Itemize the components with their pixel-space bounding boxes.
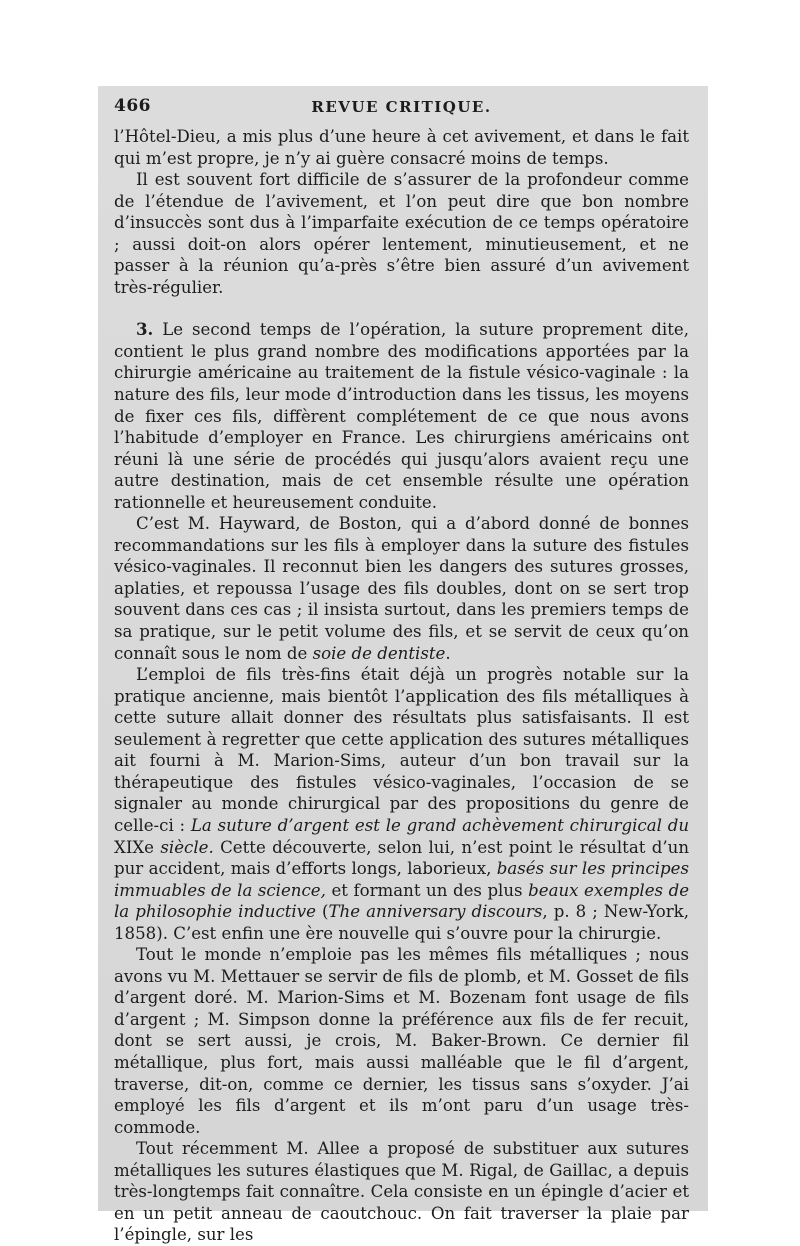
paragraph-2: Il est souvent fort difficile de s’assurer de la profondeur comme de l’étendue de l’avivement, et l’on peut dire que bon nombre d’insuccès sont dus à l’imparfaite exécution de ce temps opératoire ; aussi doit-on alors opérer lentement, minutieusement, et ne passer à la réunion qu’a-près s’être bien assuré d’un avivement très-régulier. xyxy=(114,170,689,297)
page-header xyxy=(114,96,689,124)
quote-italic-4: beaux exemples de la philosophie inductive xyxy=(114,880,690,922)
paragraph-1: l’Hôtel-Dieu, a mis plus d’une heure à cet avivement, et dans le fait qui m’est propre, je n’y ai guère consacré moins de temps. xyxy=(114,127,689,168)
paragraph-5-text-4: ( xyxy=(321,902,329,922)
page-number: 466 xyxy=(114,96,151,116)
paragraph-3 xyxy=(114,319,689,513)
paragraph-4 xyxy=(114,513,689,664)
century-label: XIXe xyxy=(114,837,155,857)
quote-italic-5: The anniversary discours xyxy=(328,902,543,922)
quote-italic-1: La suture d’argent est le grand achèvement chirurgical du xyxy=(190,815,690,835)
paragraph-3-text: Le second temps de l’opération, la suture proprement dite, contient le plus grand nombre des modifications apportées par la chirurgie américaine au traitement de la fistule vésico-vaginale : la nature des fils, leur mode d’introduction dans les tissus, les moyens de fixer ces fils, diffèrent complétement de ce que nous avons l’habitude d’employer en France. Les chirurgiens américains ont réuni là une série de procédés qui jusqu’alors avaient reçu une autre destination, mais de cet ensemble résulte une opération rationnelle et heureusement conduite. xyxy=(114,320,689,512)
section-number: 3. xyxy=(136,319,154,340)
quote-italic-2: siècle. xyxy=(160,837,214,857)
paragraph-5-text-2: Cette découverte, selon lui, n’est point le résultat d’un pur accident, mais d’efforts longs, laborieux, xyxy=(114,837,690,879)
paragraph-4-end: . xyxy=(445,643,451,663)
italic-term: soie de dentiste xyxy=(312,643,446,663)
body-text xyxy=(114,126,689,1246)
paragraph-7: Tout récemment M. Allee a proposé de substituer aux sutures métalliques les sutures élastiques que M. Rigal, de Gaillac, a depuis très-longtemps fait connaître. Cela consiste en un épingle d’acier et en un petit anneau de caoutchouc. On fait traverser la plaie par l’épingle, sur les xyxy=(114,1139,689,1245)
paragraph-5 xyxy=(114,664,689,944)
paragraph-5-text-1: L’emploi de fils très-fins était déjà un progrès notable sur la pratique ancienne, mais bientôt l’application des fils métalliques à cette suture allait donner des résultats plus satisfaisants. Il est seulement à regretter que cette application des sutures métalliques ait fourni à M. Marion-Sims, auteur d’un bon travail sur la thérapeutique des fistules vésico-vaginales, l’occasion de se signaler au monde chirurgical par des propositions du genre de celle-ci : xyxy=(114,665,689,835)
running-head: REVUE CRITIQUE. xyxy=(311,98,492,116)
paragraph-6: Tout le monde n’emploie pas les mêmes fils métalliques ; nous avons vu M. Mettauer se servir de fils de plomb, et M. Gosset de fils d’argent doré. M. Marion-Sims et M. Bozenam font usage de fils d’argent ; M. Simpson donne la préférence aux fils de fer recuit, dont se sert aussi, je crois, M. Baker-Brown. Ce dernier fil métallique, plus fort, mais aussi malléable que le fil d’argent, traverse, dit-on, comme ce dernier, les tissus sans s’oxyder. J’ai employé les fils d’argent et ils m’ont paru d’un usage très-commode. xyxy=(114,945,689,1137)
paragraph-5-text-5: , p. 8 ; New-York, 1858). C’est enfin une ère nouvelle qui s’ouvre pour la chirurgie. xyxy=(114,902,689,943)
paragraph-4-text: C’est M. Hayward, de Boston, qui a d’abord donné de bonnes recommandations sur les fils à employer dans la suture des fistules vésico-vaginales. Il reconnut bien les dangers des sutures grosses, aplaties, et repoussa l’usage des fils doubles, dont on se sert trop souvent dans ces cas ; il insista surtout, dans les premiers temps de sa pratique, sur le petit volume des fils, et se servit de ceux qu’on connaît sous le nom de xyxy=(114,514,689,663)
paragraph-5-text-3: et formant un des plus xyxy=(331,880,523,900)
quote-italic-3: basés sur les principes immuables de la science, xyxy=(114,859,689,900)
